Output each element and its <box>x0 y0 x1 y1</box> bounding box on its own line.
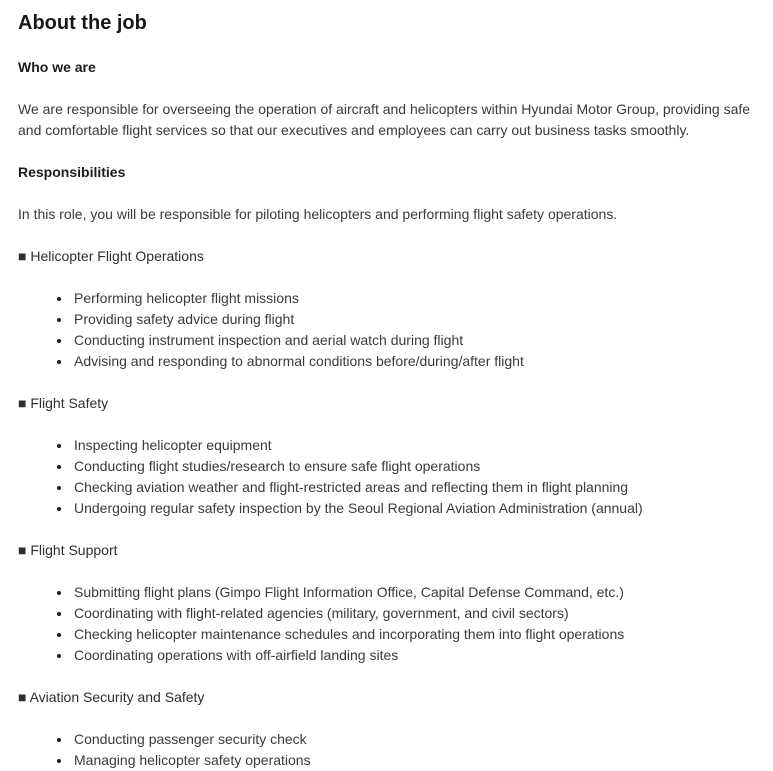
page-title: About the job <box>18 12 147 34</box>
who-we-are-paragraph: We are responsible for overseeing the operation of aircraft and helicopters within Hyundai Motor Group, providing safe and comfortable flight services so that our executives and employees can carry out business tasks smoothly. <box>18 101 751 138</box>
bullet-item: • Checking helicopter maintenance schedules and incorporating them into flight operations <box>72 624 757 645</box>
bullet-item: • Managing helicopter safety operations <box>72 750 757 771</box>
section-title: ■ Helicopter Flight Operations <box>18 248 204 264</box>
section-title: ■ Flight Safety <box>18 395 109 411</box>
bullet-list <box>18 288 757 372</box>
responsibilities-paragraph: In this role, you will be responsible for piloting helicopters and performing flight safety operations. <box>18 206 618 222</box>
bullet-list <box>18 435 757 519</box>
bullet-item: • Checking aviation weather and flight-restricted areas and reflecting them in flight planning <box>72 477 757 498</box>
who-we-are-heading: Who we are <box>18 59 96 75</box>
bullet-list <box>18 582 757 666</box>
bullet-item: • Undergoing regular safety inspection by the Seoul Regional Aviation Administration (annual) <box>72 498 757 519</box>
bullet-item: • Coordinating operations with off-airfield landing sites <box>72 645 757 666</box>
bullet-item: • Performing helicopter flight missions <box>72 288 757 309</box>
bullet-item: • Conducting passenger security check <box>72 729 757 750</box>
section-title: ■ Flight Support <box>18 542 118 558</box>
bullet-item: • Inspecting helicopter equipment <box>72 435 757 456</box>
bullet-list <box>18 729 757 771</box>
section-flight-safety <box>18 393 757 519</box>
bullet-item: • Conducting instrument inspection and aerial watch during flight <box>72 330 757 351</box>
section-flight-support <box>18 540 757 666</box>
bullet-item: • Coordinating with flight-related agencies (military, government, and civil sectors) <box>72 603 757 624</box>
bullet-item: • Conducting flight studies/research to ensure safe flight operations <box>72 456 757 477</box>
section-title: ■ Aviation Security and Safety <box>18 689 205 705</box>
bullet-item: • Advising and responding to abnormal conditions before/during/after flight <box>72 351 757 372</box>
section-helicopter-flight-operations <box>18 246 757 372</box>
section-aviation-security-and-safety <box>18 687 757 771</box>
responsibilities-heading: Responsibilities <box>18 164 126 180</box>
bullet-item: • Providing safety advice during flight <box>72 309 757 330</box>
bullet-item: • Submitting flight plans (Gimpo Flight Information Office, Capital Defense Command, etc.) <box>72 582 757 603</box>
